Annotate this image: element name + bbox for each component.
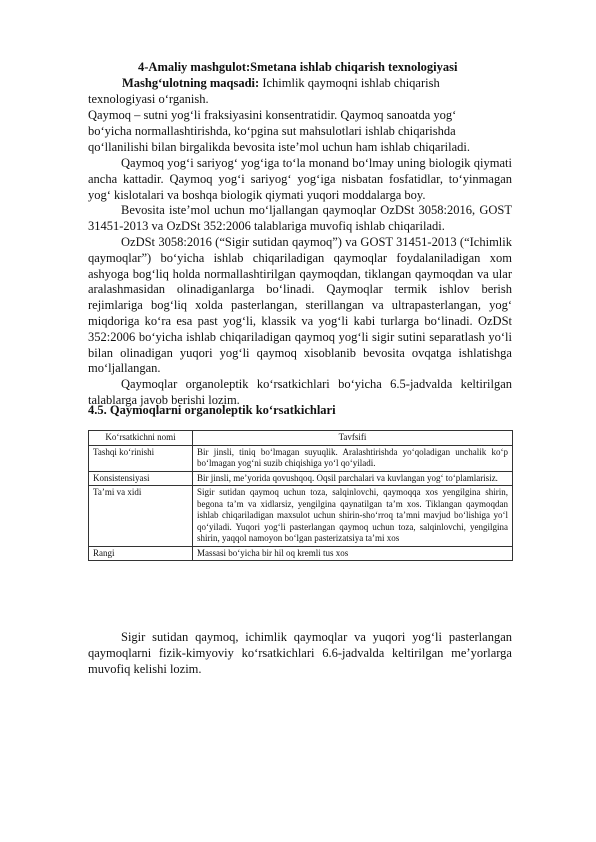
intro-line-2: bo‘yicha normallashtirishda, ko‘pgina sut mahsulotlari ishlab chiqarishda xyxy=(88,124,456,138)
table-row xyxy=(89,471,513,486)
closing-text xyxy=(88,630,512,677)
body-text xyxy=(88,156,512,409)
column-header-name: Ko‘rsatkichni nomi xyxy=(89,431,193,446)
indicator-description: Bir jinsli, me’yorida qovushqoq. Oqsil parchalari va kuvlangan yog‘ to‘plamlarisiz. xyxy=(193,471,513,486)
paragraph: OzDSt 3058:2016 (“Sigir sutidan qaymoq”) va GOST 31451-2013 (“Ichimlik qaymoqlar”) bo‘yicha ishlab chiqariladigan qaymoqlar foydalaniladigan xom ashyoga bog‘liq holda normallashtirilgan qaymoqdan, tiklangan qaymoqdan va ular aralashmasidan olinadiganlarga bo‘linadi. Qaymoqlar termik ishlov berish rejimlariga bog‘liq xolda pasterlangan, sterillangan va ultrapasterlangan, yog‘ miqdoriga ko‘ra esa past yog‘li, klassik va yog‘li kabi turlarga bo‘linadi. OzDSt 352:2006 bo‘yicha ishlab chiqariladigan qaymoq yog‘li sigir sutini separatlash yo‘li bilan olinadigan yuqori yog‘li qaymoq xisoblanib bevosita ovqatga ishlatishga mo‘ljallangan. xyxy=(88,234,512,376)
goal-line-2: texnologiyasi o‘rganish. xyxy=(88,92,209,106)
goal-text: Ichimlik qaymoqni ishlab chiqarish xyxy=(259,76,440,90)
indicator-description: Massasi bo‘yicha bir hil oq kremli tus xos xyxy=(193,546,513,561)
indicator-description: Sigir sutidan qaymoq uchun toza, salqinlovchi, qaymoqqa xos yengilgina shirin, begona ta’m va xidlarsiz, yengilgina qaynatilgan ta’m xos. Tiklangan qaymoqdan ishlab chiqariladigan maxsulot uchun shirin-sho‘rroq ta’mni mavjud bo‘lishiga yo‘l qo‘yiladi. Yuqori yog‘li pasterlangan qaymoq uchun toza, salqinlovchi, yengilgina shirin, yaqqol namoyon bo‘lgan pasterizatsiya ta’mi xos xyxy=(193,486,513,547)
intro-line-1: Qaymoq – sutni yog‘li fraksiyasini konsentratidir. Qaymoq sanoatda yog‘ xyxy=(88,108,457,122)
paragraph: Qaymoq yog‘i sariyog‘ yog‘iga to‘la monand bo‘lmay uning biologik qiymati ancha kattadir. Qaymoq yog‘i sariyog‘ yog‘iga nisbatan fosfatidlar, to‘yinmagan yog‘ kislotalari va boshqa biologik qiymati yuqori moddalarga boy. xyxy=(88,156,512,202)
table-row xyxy=(89,486,513,547)
paragraph: Bevosita iste’mol uchun mo‘ljallangan qaymoqlar OzDSt 3058:2016, GOST 31451-2013 va OzDSt 352:2006 talablariga muvofiq ishlab chiqariladi. xyxy=(88,203,512,234)
closing-paragraph: Sigir sutidan qaymoq, ichimlik qaymoqlar va yuqori yog‘li pasterlangan qaymoqlarni fizik-kimyoviy ko‘rsatkichlari 6.6-jadvalda keltirilgan me’yorlarga muvofiq kelishi lozim. xyxy=(88,630,512,676)
intro-line-3: qo‘llanilishi bilan birgalikda bevosita iste’mol uchun ham ishlab chiqariladi. xyxy=(88,140,470,154)
indicator-name: Rangi xyxy=(89,546,193,561)
column-header-description: Tavfsifi xyxy=(193,431,513,446)
goal-label: Mashg‘ulotning maqsadi: xyxy=(122,76,260,90)
table-row xyxy=(89,546,513,561)
goal-line xyxy=(122,76,440,91)
indicator-name: Ta’mi va xidi xyxy=(89,486,193,547)
organoleptic-table xyxy=(88,430,513,561)
indicator-name: Tashqi ko‘rinishi xyxy=(89,445,193,471)
paragraph: Qaymoqlar organoleptik ko‘rsatkichlari bo‘yicha 6.5-jadvalda keltirilgan talablarga javob berishi lozim. xyxy=(88,377,512,407)
section-heading: 4.5. Qaymoqlarni organoleptik ko‘rsatkichlari xyxy=(88,403,336,417)
indicator-description: Bir jinsli, tiniq bo‘lmagan suyuqlik. Aralashtirishda yo‘qoladigan unchalik ko‘p bo‘lmagan yog‘ni suzib chiqishiga yo‘l qo‘yiladi. xyxy=(193,445,513,471)
page-title: 4-Amaliy mashgulot:Smetana ishlab chiqarish texnologiyasi xyxy=(138,60,458,74)
indicator-name: Konsistensiyasi xyxy=(89,471,193,486)
table-header-row xyxy=(89,431,513,446)
table-row xyxy=(89,445,513,471)
